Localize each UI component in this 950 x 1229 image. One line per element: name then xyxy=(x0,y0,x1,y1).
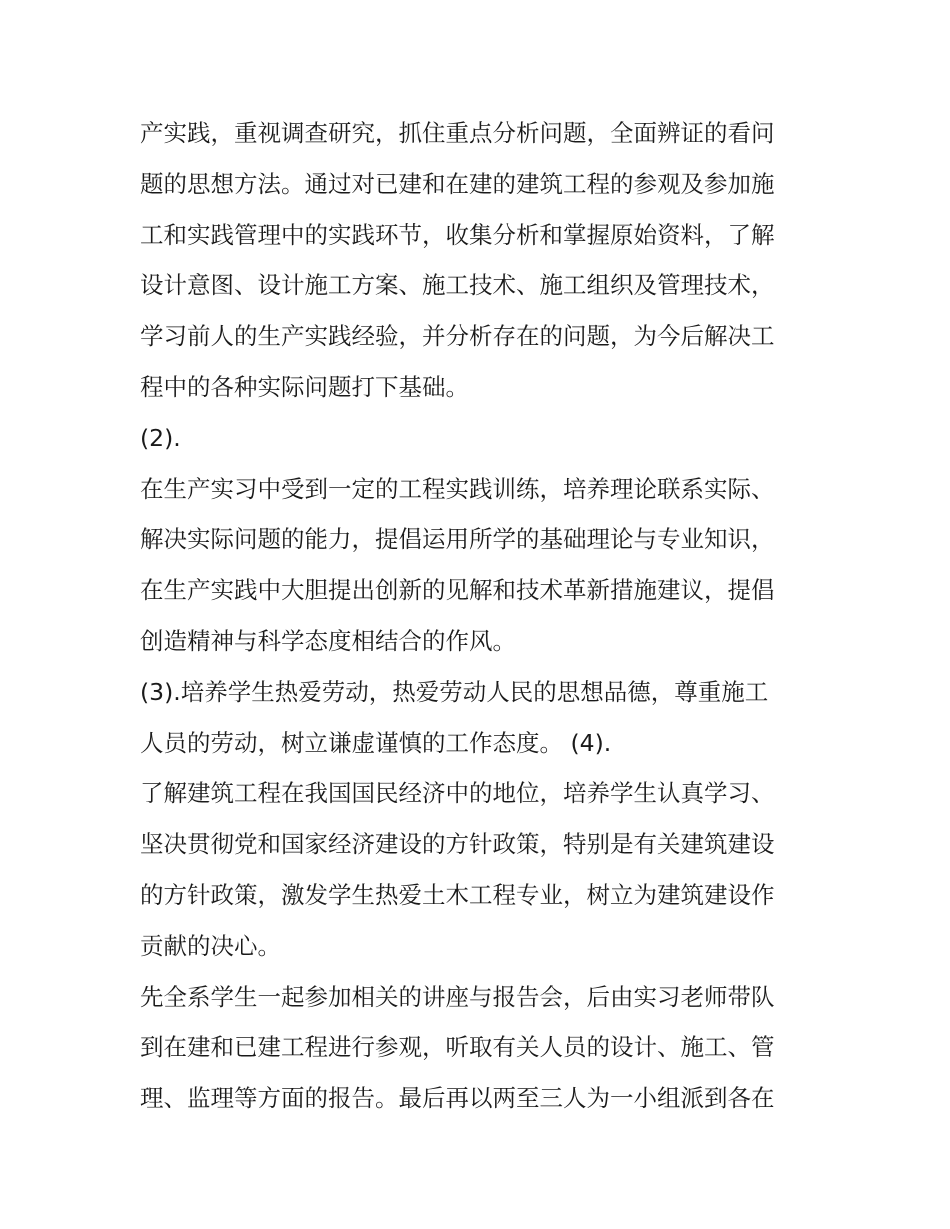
body-text xyxy=(140,108,820,1124)
text-line: 了解建筑工程在我国国民经济中的地位，培养学生认真学习、 xyxy=(140,779,775,808)
text-line: 的方针政策，激发学生热爱土木工程专业，树立为建筑建设作 xyxy=(140,880,775,909)
text-line: 产实践，重视调查研究，抓住重点分析问题，全面辨证的看问 xyxy=(140,119,775,147)
text-line: 解决实际问题的能力，提倡运用所学的基础理论与专业知识， xyxy=(140,525,775,554)
text-line: 贡献的决心。 xyxy=(140,931,281,960)
text-line: 先全系学生一起参加相关的讲座与报告会，后由实习老师带队 xyxy=(140,982,775,1011)
text-line: (2). xyxy=(140,423,181,452)
text-line: 设计意图、设计施工方案、施工技术、施工组织及管理技术， xyxy=(140,271,775,300)
text-line: 人员的劳动，树立谦虚谨慎的工作态度。 (4). xyxy=(140,728,612,757)
text-line: 题的思想方法。通过对已建和在建的建筑工程的参观及参加施 xyxy=(140,169,775,198)
text-line: 创造精神与科学态度相结合的作风。 xyxy=(140,626,516,655)
text-line: (3).培养学生热爱劳动，热爱劳动人民的思想品德，尊重施工 xyxy=(140,677,769,706)
text-line: 坚决贯彻党和国家经济建设的方针政策，特别是有关建筑建设 xyxy=(140,830,775,859)
text-line: 在生产实践中大胆提出创新的见解和技术革新措施建议，提倡 xyxy=(140,576,775,605)
text-line: 到在建和已建工程进行参观，听取有关人员的设计、施工、管 xyxy=(140,1033,775,1062)
text-line: 程中的各种实际问题打下基础。 xyxy=(140,372,469,401)
text-line: 在生产实习中受到一定的工程实践训练，培养理论联系实际、 xyxy=(140,474,775,503)
text-line: 理、监理等方面的报告。最后再以两至三人为一小组派到各在 xyxy=(140,1084,775,1113)
text-line: 学习前人的生产实践经验，并分析存在的问题，为今后解决工 xyxy=(140,322,775,351)
text-line: 工和实践管理中的实践环节，收集分析和掌握原始资料，了解 xyxy=(140,220,775,249)
